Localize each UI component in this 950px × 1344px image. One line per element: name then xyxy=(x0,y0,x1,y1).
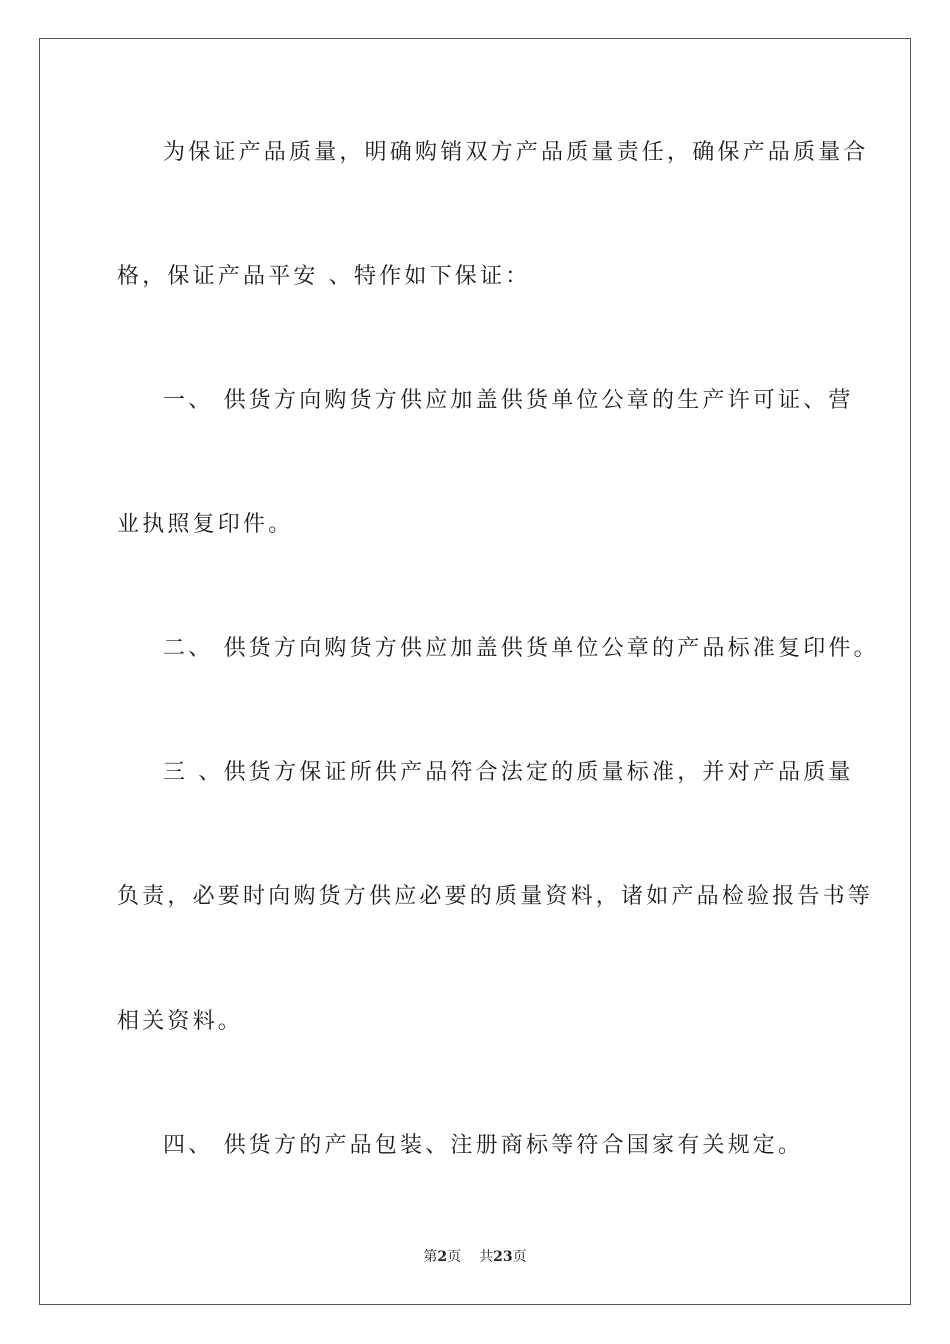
total-suffix: 页 xyxy=(512,1249,527,1265)
clause-3-line-2: 负责，必要时向购货方供应必要的质量资料，诸如产品检验报告书等 xyxy=(117,884,874,909)
total-prefix: 共 xyxy=(479,1249,494,1265)
total-pages: 23 xyxy=(493,1249,513,1265)
page-suffix: 页 xyxy=(447,1249,462,1265)
clause-2-line-1: 二、 供货方向购货方供应加盖供货单位公章的产品标准复印件。 xyxy=(163,636,879,661)
paragraph-intro-line-2: 格，保证产品平安 、特作如下保证： xyxy=(117,264,531,289)
clause-3-line-1: 三 、供货方保证所供产品符合法定的质量标准，并对产品质量 xyxy=(163,760,854,785)
page-number: 2 xyxy=(437,1249,448,1265)
page-border xyxy=(39,38,911,1305)
clause-4-line-1: 四、 供货方的产品包装、注册商标等符合国家有关规定。 xyxy=(163,1133,804,1158)
page-footer xyxy=(0,1247,950,1267)
clause-1-line-2: 业执照复印件。 xyxy=(117,512,294,537)
paragraph-intro-line-1: 为保证产品质量，明确购销双方产品质量责任，确保产品质量合 xyxy=(163,140,869,165)
clause-1-line-1: 一、 供货方向购货方供应加盖供货单位公章的生产许可证、营 xyxy=(163,388,854,413)
clause-3-line-3: 相关资料。 xyxy=(117,1009,244,1034)
page-prefix: 第 xyxy=(423,1249,438,1265)
